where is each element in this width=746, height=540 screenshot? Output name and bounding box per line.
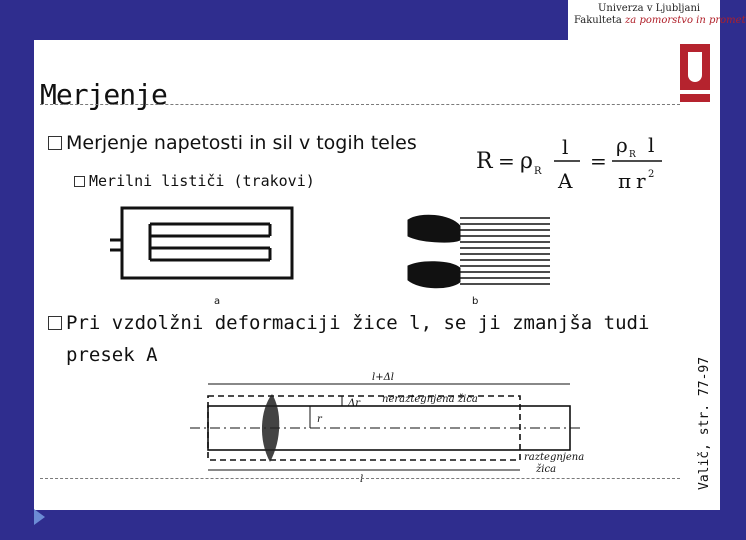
wire-cross-section xyxy=(262,394,279,462)
formula-rho-sub: R xyxy=(534,166,542,177)
bullet-strain xyxy=(48,132,417,154)
faculty-rest: za pomorstvo in promet xyxy=(625,15,746,26)
gauge-b-pad-bottom xyxy=(408,262,460,288)
note-unstretched: neraztegnjena žica xyxy=(382,394,478,405)
note-stretched-1: raztegnjena xyxy=(524,452,585,463)
bullet-strain-text: Merjenje napetosti in sil v togih teles xyxy=(66,132,417,154)
label-r: r xyxy=(317,414,322,425)
source-reference: Valič, str. 77-97 xyxy=(697,356,712,490)
formula-l: l xyxy=(562,135,569,159)
formula-square: 2 xyxy=(648,169,655,180)
university-logo xyxy=(568,0,746,40)
bullet-deformation-cont: presek A xyxy=(66,344,158,366)
strain-gauge-figure xyxy=(110,200,570,310)
formula-r: R xyxy=(476,149,493,174)
formula-pi: π xyxy=(618,169,632,193)
faculty-crest-icon xyxy=(680,44,710,102)
university-name: Univerza v Ljubljani xyxy=(598,3,701,14)
bullet-deformation xyxy=(48,312,649,334)
bullet-box-icon xyxy=(48,316,62,330)
formula-eq: = xyxy=(498,149,515,173)
bullet-deformation-text: Pri vzdolžni deformaciji žice l, se ji zmanjša tudi xyxy=(66,312,650,334)
gauge-a-frame xyxy=(122,208,292,278)
label-b: b xyxy=(472,296,479,307)
formula-rho2-sub: R xyxy=(629,150,636,160)
label-l: l xyxy=(360,474,364,485)
gauge-b-pad-top xyxy=(408,215,460,242)
formula-a: A xyxy=(558,169,573,193)
sub-bullet-gauges xyxy=(74,172,315,190)
gauge-a-leads xyxy=(110,240,122,250)
resistance-formula xyxy=(470,122,670,202)
formula-l2: l xyxy=(648,133,655,157)
label-dr: Δr xyxy=(348,398,361,409)
note-stretched-2: žica xyxy=(536,464,557,475)
gauge-a-grid xyxy=(150,224,270,260)
bullet-box-icon xyxy=(48,136,62,150)
sub-bullet-text: Merilni lističi (trakovi) xyxy=(89,172,315,190)
formula-r2: r xyxy=(636,169,646,193)
slide-title: Merjenje xyxy=(40,78,167,111)
faculty-name xyxy=(574,15,746,27)
gauge-b-grid xyxy=(460,218,550,284)
faculty-prefix: Fakulteta xyxy=(574,15,622,26)
label-a: a xyxy=(214,296,221,307)
footer-divider xyxy=(40,478,680,479)
title-divider xyxy=(40,104,680,105)
wire-stretch-figure xyxy=(160,370,600,488)
formula-rho2: ρ xyxy=(616,133,628,157)
bullet-box-icon xyxy=(74,176,85,187)
label-l-plus-dl: l+Δl xyxy=(372,372,394,383)
formula-eq2: = xyxy=(590,149,607,173)
formula-rho: ρ xyxy=(520,149,533,174)
next-slide-arrow-icon[interactable] xyxy=(34,509,45,525)
